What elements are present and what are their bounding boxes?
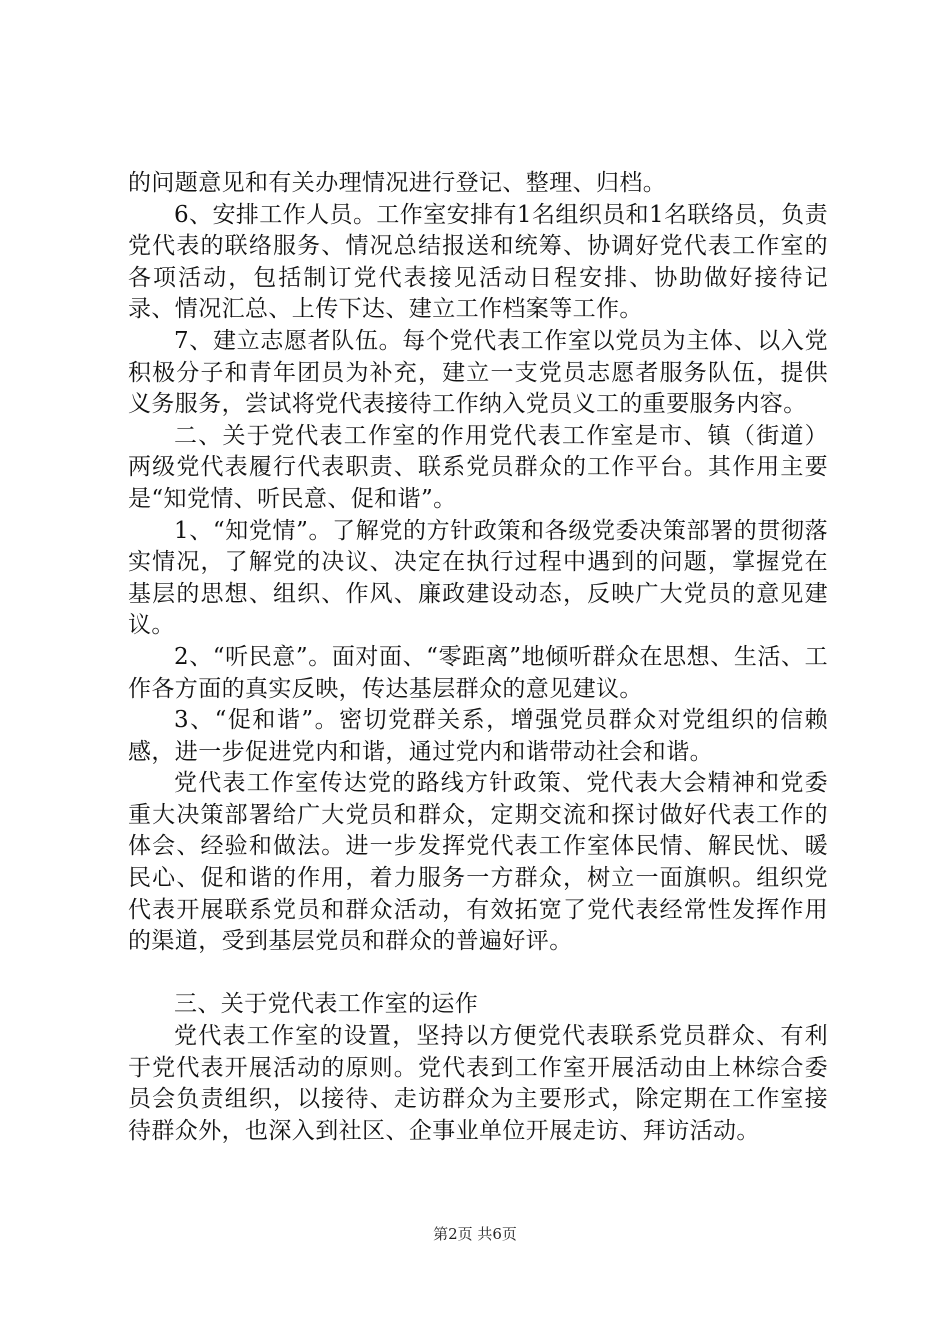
section-heading-3: 三、关于党代表工作室的运作 xyxy=(174,991,479,1018)
paragraph-point-3: 3、“促和谐”。密切党群关系，增强党员群众对党组织的信赖感，进一步促进党内和谐，通过党内和谐带动社会和谐。 xyxy=(128,707,828,765)
paragraph-summary: 党代表工作室传达党的路线方针政策、党代表大会精神和党委重大决策部署给广大党员和群众，定期交流和探讨做好代表工作的体会、经验和做法。进一步发挥党代表工作室体民情、解民忧、暖民心、促和谐的作用，着力服务一方群众，树立一面旗帜。组织党代表开展联系党员和群众活动，有效拓宽了党代表经常性发挥作用的渠道，受到基层党员和群众的普遍好评。 xyxy=(128,770,828,955)
document-body xyxy=(128,168,828,1147)
paragraph-point-1: 1、“知党情”。了解党的方针政策和各级党委决策部署的贯彻落实情况，了解党的决议、决定在执行过程中遇到的问题，掌握党在基层的思想、组织、作风、廉政建设动态，反映广大党员的意见建议。 xyxy=(128,517,828,639)
paragraph-point-2: 2、“听民意”。面对面、“零距离”地倾听群众在思想、生活、工作各方面的真实反映，传达基层群众的意见建议。 xyxy=(128,643,828,702)
page-footer: 第2页 共6页 xyxy=(433,1225,517,1243)
paragraph-continuation: 的问题意见和有关办理情况进行登记、整理、归档。 xyxy=(128,170,667,196)
paragraph-item-6: 6、安排工作人员。工作室安排有1名组织员和1名联络员，负责党代表的联络服务、情况总结报送和统筹、协调好党代表工作室的各项活动，包括制订党代表接见活动日程安排、协助做好接待记录、情况汇总、上传下达、建立工作档案等工作。 xyxy=(128,201,828,323)
section-heading-2: 二、关于党代表工作室的作用党代表工作室是市、镇（街道）两级党代表履行代表职责、联系党员群众的工作平台。其作用主要是“知党情、听民意、促和谐”。 xyxy=(128,422,828,512)
paragraph-operation: 党代表工作室的设置，坚持以方便党代表联系党员群众、有利于党代表开展活动的原则。党代表到工作室开展活动由上林综合委员会负责组织，以接待、走访群众为主要形式，除定期在工作室接待群众外，也深入到社区、企事业单位开展走访、拜访活动。 xyxy=(128,1023,828,1144)
paragraph-item-7: 7、建立志愿者队伍。每个党代表工作室以党员为主体、以入党积极分子和青年团员为补充，建立一支党员志愿者服务队伍，提供义务服务，尝试将党代表接待工作纳入党员义工的重要服务内容。 xyxy=(128,327,828,418)
